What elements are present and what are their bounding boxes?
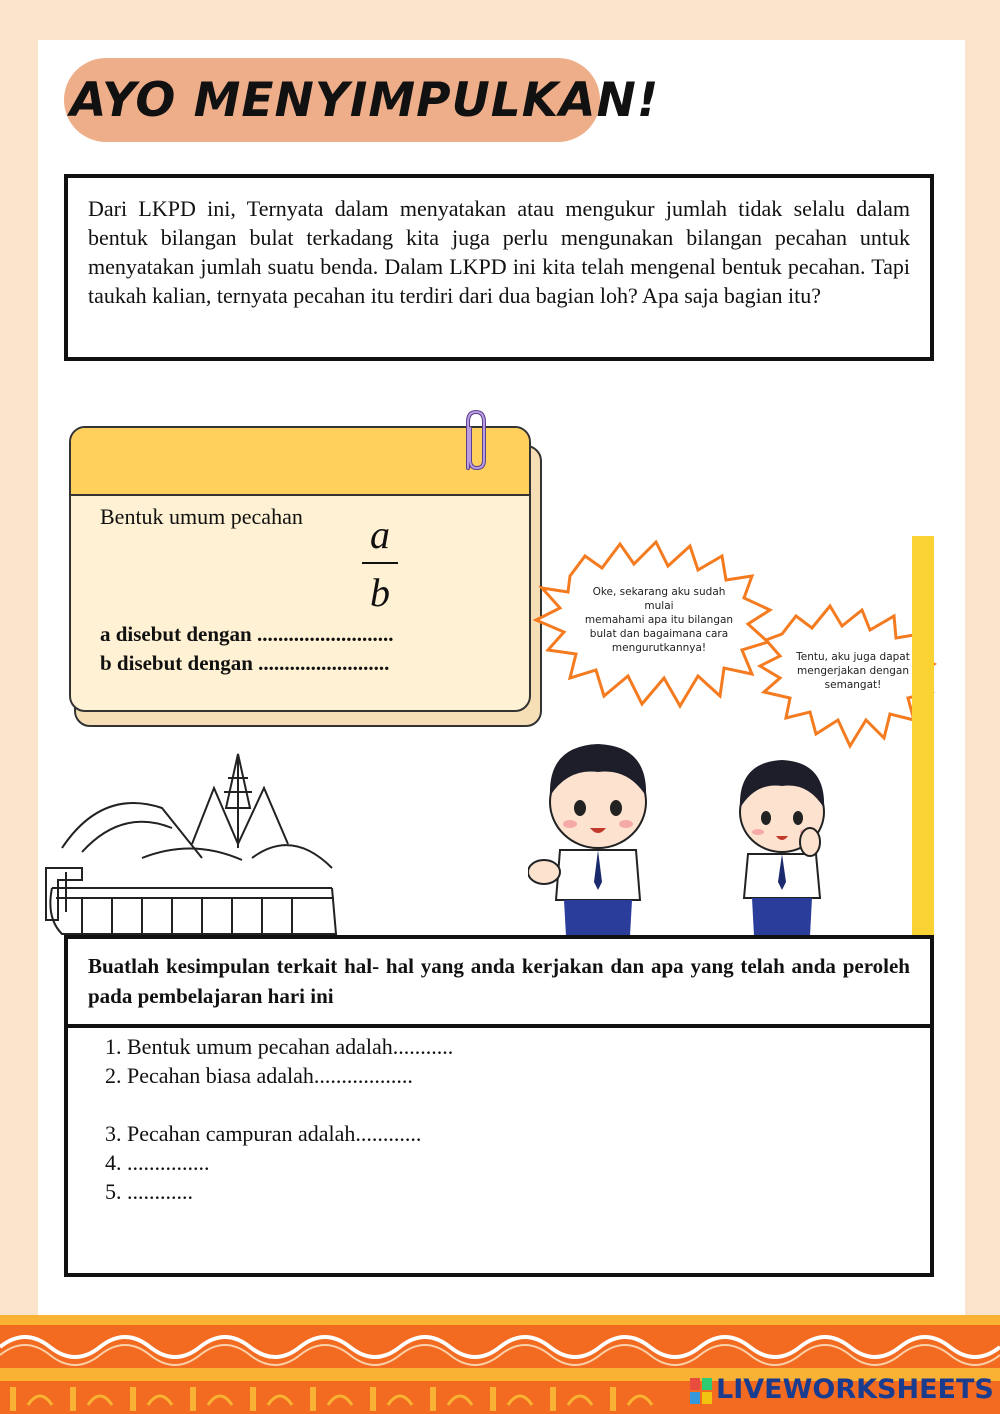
page-title: AYO MENYIMPULKAN! bbox=[70, 73, 660, 128]
footer-wave-pattern bbox=[0, 1327, 1000, 1367]
answer-item-3[interactable]: 3. Pecahan campuran adalah............ bbox=[105, 1121, 422, 1146]
paperclip-icon bbox=[458, 408, 492, 474]
task-instruction-box bbox=[64, 935, 934, 1028]
bubble-left-line: memahami apa itu bilangan bbox=[584, 614, 734, 626]
fraction-denominator: b bbox=[370, 570, 390, 615]
answer-item-1[interactable]: 1. Bentuk umum pecahan adalah........... bbox=[105, 1034, 454, 1059]
bubble-left-line: mengurutkannya! bbox=[611, 642, 707, 654]
task-instruction: Buatlah kesimpulan terkait hal- hal yang anda kerjakan dan apa yang telah anda peroleh pada pembelajaran hari ini bbox=[88, 954, 910, 1008]
intro-box bbox=[64, 174, 934, 361]
liveworksheets-brand-text: LIVEWORKSHEETS bbox=[716, 1374, 994, 1405]
answer-item-5[interactable]: 5. ............ bbox=[105, 1179, 193, 1204]
bubble-right-line: mengerjakan dengan bbox=[797, 665, 909, 677]
fraction-numerator: a bbox=[370, 512, 390, 557]
bubble-right-text bbox=[776, 650, 930, 692]
decorative-yellow-strip bbox=[912, 536, 934, 936]
definition-b[interactable]: b disebut dengan ......................... bbox=[100, 651, 390, 675]
bubble-left-line: bulat dan bagaimana cara bbox=[589, 628, 729, 640]
bubble-right-line: Tentu, aku juga dapat bbox=[796, 651, 910, 663]
fraction-bar bbox=[362, 562, 398, 564]
footer-motif-pattern bbox=[0, 1383, 680, 1413]
fraction-formula bbox=[352, 512, 408, 616]
footer-band-top bbox=[0, 1315, 1000, 1325]
answer-item-2[interactable]: 2. Pecahan biasa adalah.................. bbox=[105, 1063, 413, 1088]
definition-a[interactable]: a disebut dengan .......................... bbox=[100, 622, 394, 646]
bubble-left-line: mulai bbox=[644, 600, 674, 612]
card-label: Bentuk umum pecahan bbox=[100, 504, 303, 529]
student-character-right bbox=[730, 752, 840, 936]
student-character-left bbox=[528, 732, 658, 936]
landmark-building-illustration bbox=[42, 748, 342, 936]
bubble-left-line: Oke, sekarang aku sudah bbox=[592, 586, 726, 598]
answer-item-4[interactable]: 4. ............... bbox=[105, 1150, 210, 1175]
intro-text: Dari LKPD ini, Ternyata dalam menyatakan atau mengukur jumlah tidak selalu dalam bentuk bilangan bulat terkadang kita juga perlu mengunakan bilangan pecahan untuk menyatakan jumlah suatu benda. Dalam LKPD ini kita telah mengenal bentuk pecahan. Tapi taukah kalian, ternyata pecahan itu terdiri dari dua bagian loh? Apa saja bagian itu? bbox=[88, 196, 910, 308]
liveworksheets-logo[interactable] bbox=[690, 1372, 994, 1408]
bubble-right-line: semangat! bbox=[824, 679, 882, 691]
liveworksheets-logo-icon bbox=[690, 1378, 712, 1404]
bubble-left-text bbox=[562, 585, 756, 655]
